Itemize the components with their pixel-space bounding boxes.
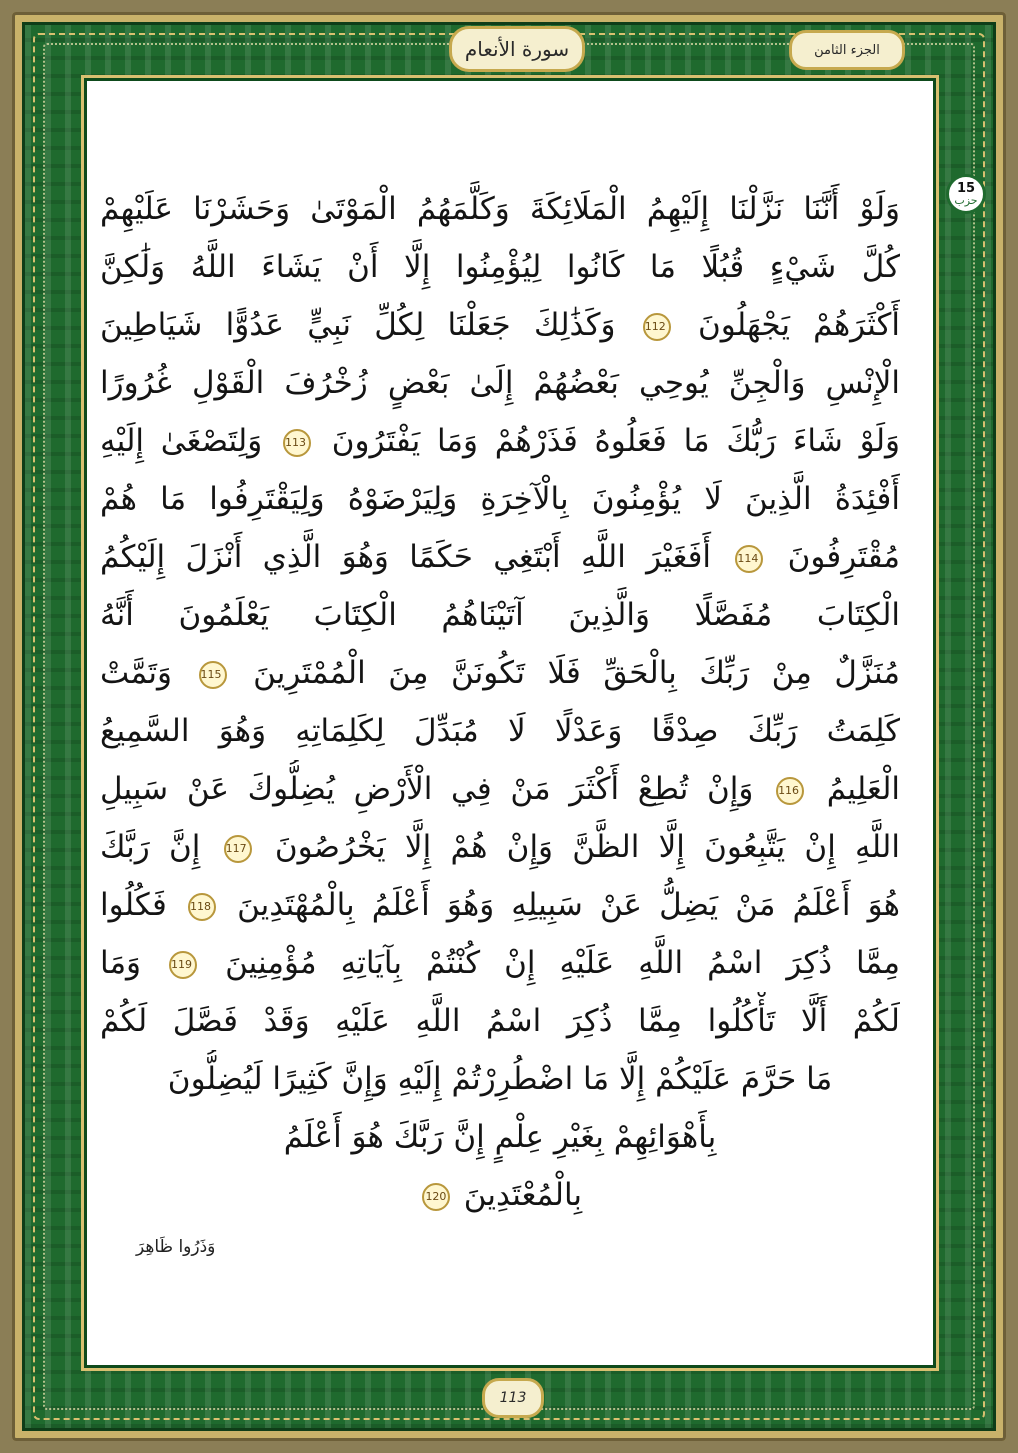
text-line: [100, 470, 900, 528]
verse-text: الْعَلِيمُ: [826, 771, 900, 807]
text-line: [100, 586, 900, 644]
verse-number-marker: 112: [643, 313, 671, 341]
text-line: [100, 876, 900, 934]
verse-number-marker: 115: [199, 661, 227, 689]
verse-text: مَا حَرَّمَ عَلَيْكُمْ إِلَّا مَا اضْطُرِرْتُمْ إِلَيْهِ وَإِنَّ كَثِيرًا لَيُضِلُّونَ: [167, 1061, 833, 1097]
hizb-number: 15: [956, 180, 976, 196]
juz-label: الجزء الثامن: [789, 30, 905, 70]
text-line: [100, 238, 900, 296]
text-line: [100, 1166, 900, 1224]
quran-text: [100, 180, 900, 1224]
verse-text: بِأَهْوَائِهِمْ بِغَيْرِ عِلْمٍ إِنَّ رَبَّكَ هُوَ أَعْلَمُ: [283, 1119, 717, 1155]
verse-number-marker: 120: [422, 1183, 450, 1211]
verse-text: كَلِمَتُ رَبِّكَ صِدْقًا وَعَدْلًا لَا مُبَدِّلَ لِكَلِمَاتِهِ وَهُوَ السَّمِيعُ: [100, 713, 900, 749]
verse-text: إِنَّ رَبَّكَ: [100, 829, 201, 865]
verse-number-marker: 114: [735, 545, 763, 573]
verse-text: وَتَمَّتْ: [100, 655, 172, 691]
text-line: [100, 354, 900, 412]
verse-text: وَلَوْ شَاءَ رَبُّكَ مَا فَعَلُوهُ فَذَرْهُمْ وَمَا يَفْتَرُونَ: [331, 423, 900, 459]
verse-number-marker: 116: [776, 777, 804, 805]
text-line: [100, 992, 900, 1050]
verse-text: أَفْئِدَةُ الَّذِينَ لَا يُؤْمِنُونَ بِالْآخِرَةِ وَلِيَرْضَوْهُ وَلِيَقْتَرِفُوا مَا هُمْ: [100, 481, 900, 517]
hizb-label: حزب: [954, 193, 978, 207]
hizb-marker: [946, 174, 986, 214]
text-line: [100, 528, 900, 586]
verse-number-marker: 118: [188, 893, 216, 921]
verse-text: وَلِتَصْغَىٰ إِلَيْهِ: [100, 423, 263, 459]
verse-text: كُلَّ شَيْءٍ قُبُلًا مَا كَانُوا لِيُؤْمِنُوا إِلَّا أَنْ يَشَاءَ اللَّهُ وَلَٰكِنَّ: [100, 249, 900, 285]
verse-text: وَلَوْ أَنَّنَا نَزَّلْنَا إِلَيْهِمُ الْمَلَائِكَةَ وَكَلَّمَهُمُ الْمَوْتَىٰ وَحَشَرْنَا عَلَيْهِمْ: [100, 191, 900, 227]
verse-number-marker: 117: [224, 835, 252, 863]
page-number: 113: [482, 1378, 544, 1418]
surah-name: سورة الأنعام: [449, 26, 585, 72]
verse-number-marker: 119: [169, 951, 197, 979]
verse-text: اللَّهِ إِنْ يَتَّبِعُونَ إِلَّا الظَّنَّ وَإِنْ هُمْ إِلَّا يَخْرُصُونَ: [274, 829, 900, 865]
text-line: [100, 934, 900, 992]
verse-text: مُقْتَرِفُونَ: [787, 539, 900, 575]
text-line: [100, 296, 900, 354]
verse-text: الْكِتَابَ مُفَصَّلًا وَالَّذِينَ آتَيْنَاهُمُ الْكِتَابَ يَعْلَمُونَ أَنَّهُ: [100, 597, 900, 633]
verse-text: وَكَذَٰلِكَ جَعَلْنَا لِكُلِّ نَبِيٍّ عَدُوًّا شَيَاطِينَ: [100, 307, 616, 343]
verse-text: أَفَغَيْرَ اللَّهِ أَبْتَغِي حَكَمًا وَهُوَ الَّذِي أَنْزَلَ إِلَيْكُمُ: [100, 539, 711, 575]
verse-text: فَكُلُوا: [100, 887, 167, 923]
verse-text: الْإِنْسِ وَالْجِنِّ يُوحِي بَعْضُهُمْ إِلَىٰ بَعْضٍ زُخْرُفَ الْقَوْلِ غُرُورًا: [100, 365, 900, 401]
text-line: [100, 1108, 900, 1166]
verse-number-marker: 113: [283, 429, 311, 457]
text-line: [100, 702, 900, 760]
catchword: وَذَرُوا ظَاهِرَ: [136, 1237, 216, 1257]
verse-text: بِالْمُعْتَدِينَ: [463, 1177, 583, 1213]
text-line: [100, 818, 900, 876]
text-line: [100, 180, 900, 238]
text-line: [100, 760, 900, 818]
text-line: [100, 1050, 900, 1108]
verse-text: وَإِنْ تُطِعْ أَكْثَرَ مَنْ فِي الْأَرْضِ يُضِلُّوكَ عَنْ سَبِيلِ: [100, 771, 754, 807]
verse-text: أَكْثَرَهُمْ يَجْهَلُونَ: [697, 307, 900, 343]
verse-text: مُنَزَّلٌ مِنْ رَبِّكَ بِالْحَقِّ فَلَا تَكُونَنَّ مِنَ الْمُمْتَرِينَ: [253, 655, 900, 691]
verse-text: مِمَّا ذُكِرَ اسْمُ اللَّهِ عَلَيْهِ إِنْ كُنْتُمْ بِآيَاتِهِ مُؤْمِنِينَ: [225, 945, 900, 981]
verse-text: لَكُمْ أَلَّا تَأْكُلُوا مِمَّا ذُكِرَ اسْمُ اللَّهِ عَلَيْهِ وَقَدْ فَصَّلَ لَكُمْ: [100, 1003, 900, 1039]
text-line: [100, 644, 900, 702]
verse-text: هُوَ أَعْلَمُ مَنْ يَضِلُّ عَنْ سَبِيلِهِ وَهُوَ أَعْلَمُ بِالْمُهْتَدِينَ: [237, 887, 900, 923]
text-line: [100, 412, 900, 470]
verse-text: وَمَا: [100, 945, 142, 981]
